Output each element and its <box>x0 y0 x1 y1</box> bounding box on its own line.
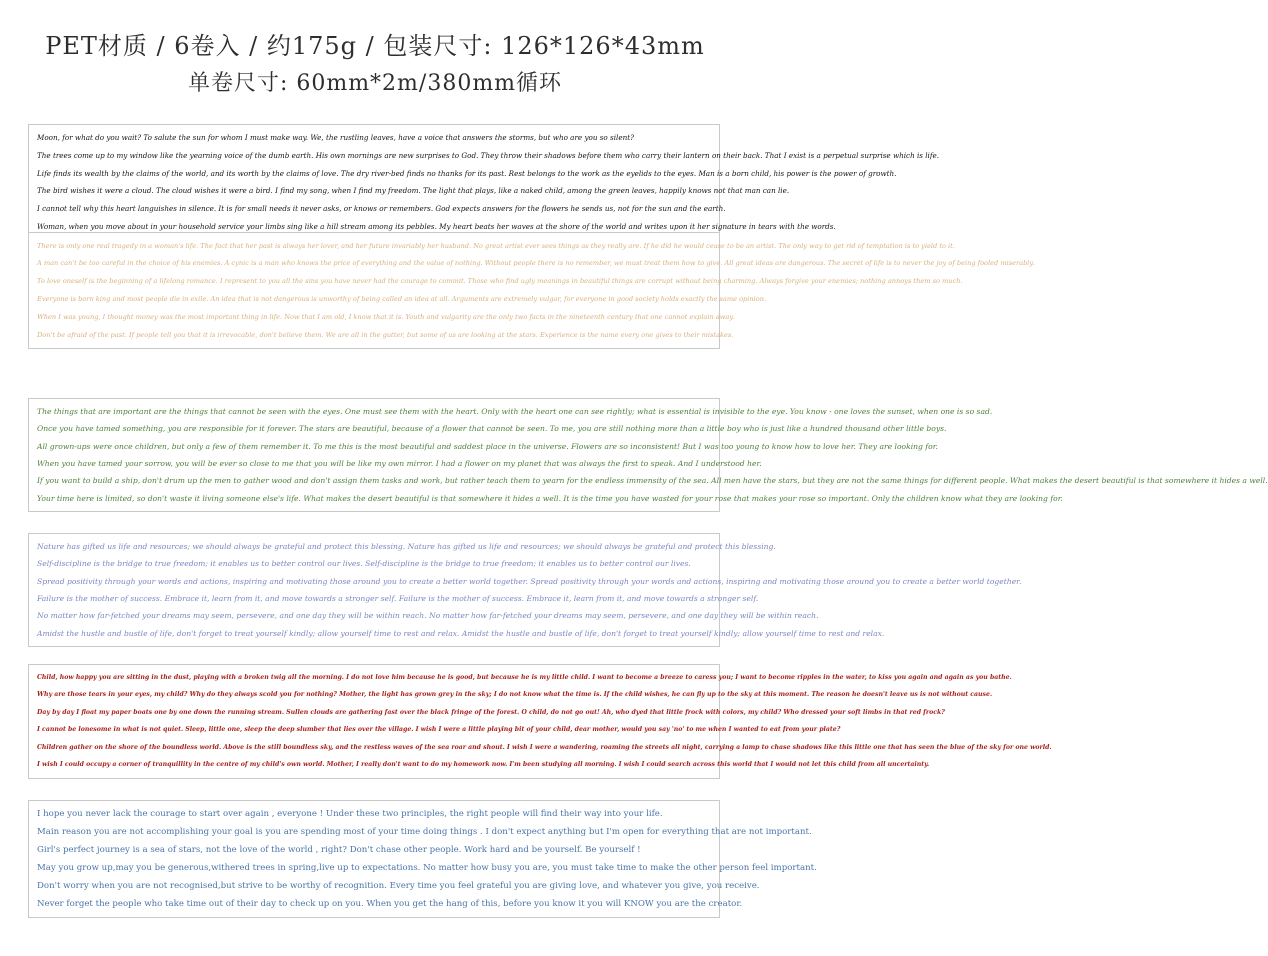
strip-text-line: To love oneself is the beginning of a lifelong romance. I represent to you all the sins you have never had the courage to commit. Those who find ugly meanings in beautiful things are corrupt without being charming. Always forgive your enemies; nothing annoys them so much. <box>37 277 963 286</box>
strip-text-line: May you grow up,may you be generous,withered trees in spring,live up to expectations. No matter how busy you are, you must take time to make the other person feel important. <box>37 862 817 873</box>
strip-text-line: The things that are important are the things that cannot be seen with the eyes. One must see them with the heart. Only with the heart one can see rightly; what is essential is invisible to the eye. You know - one loves the sunset, when one is so sad. <box>37 406 993 416</box>
strip-text-line: Once you have tamed something, you are responsible for it forever. The stars are beautiful, because of a flower that cannot be seen. To me, you are still nothing more than a little boy who is just like a hundred thousand other little boys. <box>37 424 947 434</box>
strip-text-line: Nature has gifted us life and resources; we should always be grateful and protect this blessing. Nature has gifted us life and resources; we should always be grateful and protect this blessing. <box>37 541 776 551</box>
roll-size-title: 单卷尺寸: 60mm*2m/380mm循环 <box>187 71 563 96</box>
strip-text-line: The bird wishes it were a cloud. The cloud wishes it were a bird. I find my song, when I find my freedom. The light that plays, like a naked child, among the green leaves, happily knows not that man can lie. <box>37 186 790 196</box>
strip-text-line: A man can't be too careful in the choice of his enemies. A cynic is a man who knows the price of everything and the value of nothing. Without people there is no remember, we must treat them how to give. All great ideas are dangerous. The secret of life is to never the joy of being fooled miserably. <box>37 259 1035 268</box>
strip-text-line: Child, how happy you are sitting in the dust, playing with a broken twig all the morning. I do not love him because he is good, but because he is my little child. I want to become a breeze to caress you; I want to become ripples in the water, to kiss you again and again as you bathe. <box>37 673 1012 681</box>
strip-text-line: I cannot tell why this heart languishes in silence. It is for small needs it never asks, or knows or remembers. God expects answers for the flowers he sends us, not for the sun and the earth. <box>37 203 726 213</box>
strip-text-line: Day by day I float my paper boats one by one down the running stream. Sullen clouds are gathering fast over the black fringe of the forest. O child, do not go out! Ah, who dyed that little frock with colors, my child? Who dressed your soft limbs in that red frock? <box>37 708 945 716</box>
strip-text-line: I hope you never lack the courage to start over again , everyone ! Under these two principles, the right people will find their way into your life. <box>37 808 663 819</box>
strip-text-line: Children gather on the shore of the boundless world. Above is the still boundless sky, and the restless waves of the sea roar and shout. I wish I were a wandering, roaming the streets all night, carrying a lamp to chase shadows like this little one that has seen the blue of the sky for one world. <box>37 743 1052 751</box>
tape-strip-4 <box>28 533 1022 647</box>
strip-text-line: I cannot be lonesome in what is not quiet. Sleep, little one, sleep the deep slumber that lies over the village. I wish I were a little playing bit of your child, dear mother, would you say 'no' to me when I wanted to eat from your plate? <box>37 726 841 734</box>
strip-text-line: Spread positivity through your words and actions, inspiring and motivating those around you to create a better world together. Spread positivity through your words and actions, inspiring and motivating those around you to create a better world together. <box>37 576 1022 586</box>
strip-text-line: Amidst the hustle and bustle of life, don't forget to treat yourself kindly; allow yourself time to rest and relax. Amidst the hustle and bustle of life, don't forget to treat yourself kindly; allow yourself time to rest and relax. <box>37 628 885 638</box>
strip-text-line: No matter how far-fetched your dreams may seem, persevere, and one day they will be within reach. No matter how far-fetched your dreams may seem, persevere, and one day they will be within reach. <box>37 611 819 621</box>
strip-text-line: There is only one real tragedy in a woman's life. The fact that her past is always her lover, and her future invariably her husband. No great artist ever sees things as they really are. If he did he would cease to be an artist. The only way to get rid of temptation is to yield to it. <box>37 241 955 250</box>
strip-text-line: Don't worry when you are not recognised,but strive to be worthy of recognition. Every time you feel grateful you are giving love, and whatever you give, you receive. <box>37 880 760 891</box>
strip-text-line: When I was young, I thought money was the most important thing in life. Now that I am old, I know that it is. Youth and vulgarity are the only two facts in the nineteenth century that one cannot explain away. <box>37 312 735 321</box>
strip-text-line: Everyone is born king and most people die in exile. An idea that is not dangerous is unworthy of being called an idea at all. Arguments are extremely vulgar, for everyone in good society holds exactly the same opinion. <box>37 295 767 304</box>
strip-text-line: When you have tamed your sorrow, you will be ever so close to me that you will be like my own mirror. I had a flower on my planet that was always the first to speak. And I understood her. <box>37 458 762 468</box>
strip-text-line: All grown-ups were once children, but only a few of them remember it. To me this is the most beautiful and saddest place in the universe. Flowers are so inconsistent! But I was too young to know how to love her. They are looking for. <box>37 441 938 451</box>
strip-text-line: Never forget the people who take time out of their day to check up on you. When you get the hang of this, before you know it you will KNOW you are the creator. <box>37 898 743 909</box>
strip-text-line: Don't be afraid of the past. If people tell you that it is irrevocable, don't believe them. We are all in the gutter, but some of us are looking at the stars. Experience is the name every one gives to their mistakes. <box>37 330 734 339</box>
strip-text-line: Life finds its wealth by the claims of the world, and its worth by the claims of love. The dry river-bed finds no thanks for its past. Rest belongs to the work as the eyelids to the eyes. Man is a born child, his power is the power of growth. <box>37 168 897 178</box>
tape-strip-2 <box>28 232 1035 349</box>
strip-text-line: The trees come up to my window like the yearning voice of the dumb earth. His own mornings are new surprises to God. They throw their shadows before them who carry their lantern on their back. That I exist is a perpetual surprise which is life. <box>37 150 940 160</box>
tape-strip-6 <box>28 800 817 918</box>
strip-text-line: I wish I could occupy a corner of tranquillity in the centre of my child's own world. Mother, I really don't want to do my homework now. I'm been studying all morning. I wish I could search across this world that I would not let this child from all uncertainty. <box>37 761 930 769</box>
strip-text-line: Woman, when you move about in your household service your limbs sing like a hill stream among its pebbles. My heart beats her waves at the shore of the world and writes upon it her signature in tears with the words. <box>37 221 836 231</box>
tape-strip-3 <box>28 398 1268 512</box>
strip-text-line: Moon, for what do you wait? To salute the sun for whom I must make way. We, the rustling leaves, have a voice that answers the storms, but who are you so silent? <box>37 133 634 143</box>
strip-text-line: If you want to build a ship, don't drum up the men to gather wood and don't assign them tasks and work, but rather teach them to yearn for the endless immensity of the sea. All men have the stars, but they are not the same things for different people. What makes the desert beautiful is that somewhere it hides a well. <box>37 476 1268 486</box>
tape-strip-1 <box>28 124 940 240</box>
product-spec-title: PET材质 / 6卷入 / 约175g / 包装尺寸: 126*126*43mm <box>45 32 705 60</box>
strip-text-line: Girl's perfect journey is a sea of stars, not the love of the world , right? Don't chase other people. Work hard and be yourself. Be yourself ! <box>37 844 641 855</box>
strip-text-line: Your time here is limited, so don't waste it living someone else's life. What makes the desert beautiful is that somewhere it hides a well. It is the time you have wasted for your rose that makes your rose so important. Only the children know what they are looking for. <box>37 493 1063 503</box>
tape-strip-5 <box>28 664 1052 779</box>
strip-text-line: Self-discipline is the bridge to true freedom; it enables us to better control our lives. Self-discipline is the bridge to true freedom; it enables us to better control our lives. <box>37 559 691 569</box>
strip-text-line: Failure is the mother of success. Embrace it, learn from it, and move towards a stronger self. Failure is the mother of success. Embrace it, learn from it, and move towards a stronger self. <box>37 593 759 603</box>
strip-text-line: Why are those tears in your eyes, my child? Why do they always scold you for nothing? Mother, the light has grown grey in the sky; I do not know what the time is. If the child wishes, he can fly up to the sky at this moment. The reason he doesn't leave us is not without cause. <box>37 691 993 699</box>
strip-text-line: Main reason you are not accomplishing your goal is you are spending most of your time doing things . I don't expect anything but I'm open for everything that are not important. <box>37 826 812 837</box>
